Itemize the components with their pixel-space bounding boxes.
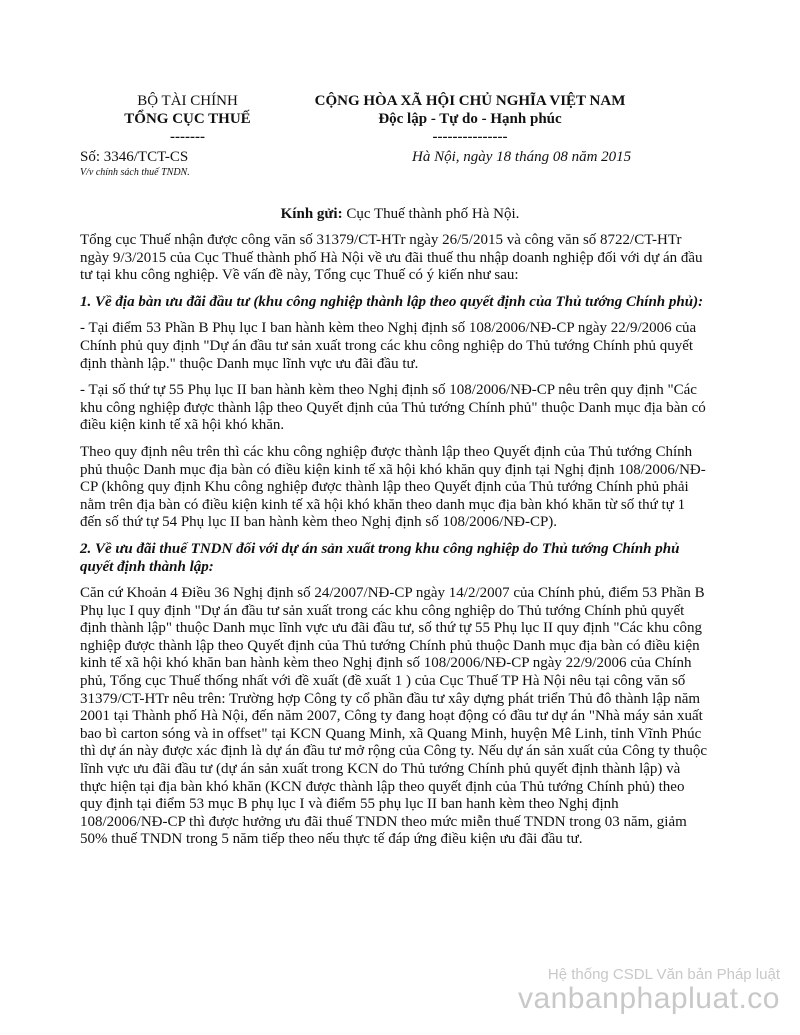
- document-number: Số: 3346/TCT-CS: [80, 149, 189, 165]
- ministry-name: BỘ TÀI CHÍNH: [137, 93, 238, 109]
- recipient-line: [0, 205, 800, 223]
- place-date: Hà Nội, ngày 18 tháng 08 năm 2015: [412, 149, 632, 165]
- country-name: CỘNG HÒA XÃ HỘI CHỦ NGHĨA VIỆT NAM: [314, 93, 626, 109]
- section-2-paragraph-1: Căn cứ Khoản 4 Điều 36 Nghị định số 24/2007/NĐ-CP ngày 14/2/2007 của Chính phủ, điểm 53 Phần B Phụ lục I quy định "Dự án đầu tư sản xuất trong các khu công nghiệp do Thủ tướng Chính phủ quyết định thành lập" thuộc Danh mục lĩnh vực ưu đãi đầu tư, số thứ tự 55 Phụ lục II quy định "Các khu công nghiệp được thành lập theo Quyết định của Thủ tướng Chính phủ thuộc Danh mục địa bàn có điều kiện kinh tế xã hội khó khăn ban hành kèm theo Nghị định số 108/2006/NĐ-CP ngày 22/9/2006 của Chính phủ, Tổng cục Thuế thống nhất với đề xuất (đề xuất 1 ) của Cục Thuế TP Hà Nội nêu tại công văn số 31379/CT-HTr nêu trên: Trường hợp Công ty cổ phần đầu tư xây dựng phát triển Thủ đô thành lập năm 2001 tại Thành phố Hà Nội, đến năm 2007, Công ty đang hoạt động có đầu tư dự án "Nhà máy sản xuất bao bì carton sóng và in offset" tại KCN Quang Minh, xã Quang Minh, huyện Mê Linh, tỉnh Vĩnh Phúc thì dự án này được xác định là dự án đầu tư mở rộng của Công ty. Nếu dự án sản xuất của Công ty thuộc lĩnh vực ưu đãi đầu tư (dự án sản xuất trong KCN do Thủ tướng Chính phủ quyết định thành lập) và thực hiện tại địa bàn khó khăn (KCN được thành lập theo quyết định của Thủ tướng Chính phủ) theo quy định tại điểm 53 mục B phụ lục I và điểm 55 phụ lục II ban hanh kèm theo Nghị định 108/2006/NĐ-CP thì được hưởng ưu đãi thuế TNDN theo mức miễn thuế TNDN trong 03 năm, giảm 50% thuế TNDN trong 5 năm tiếp theo nếu thực tế đáp ứng điều kiện ưu đãi đầu tư.: [80, 585, 708, 848]
- recipient-name: Cục Thuế thành phố Hà Nội.: [346, 206, 520, 222]
- watermark-site: vanbanphapluat.co: [517, 982, 780, 1015]
- watermark-caption: Hệ thống CSDL Văn bản Pháp luật: [547, 966, 780, 983]
- national-heading: [290, 92, 650, 146]
- department-name: TỔNG CỤC THUẾ: [124, 111, 251, 127]
- motto-divider: ---------------: [432, 129, 508, 145]
- document-body: [80, 232, 708, 858]
- issuer-block: [95, 92, 280, 146]
- intro-paragraph: Tổng cục Thuế nhận được công văn số 31379/CT-HTr ngày 26/5/2015 và công văn số 8722/CT-HTr ngày 9/3/2015 của Cục Thuế thành phố Hà Nội về ưu đãi thuế thu nhập doanh nghiệp đối với dự án đầu tư tại khu công nghiệp. Về vấn đề này, Tổng cục Thuế có ý kiến như sau:: [80, 232, 703, 284]
- section-2-title: 2. Về ưu đãi thuế TNDN đối với dự án sản xuất trong khu công nghiệp do Thủ tướng Chính phủ quyết định thành lập:: [80, 540, 680, 575]
- section-1-paragraph-2: - Tại số thứ tự 55 Phụ lục II ban hành kèm theo Nghị định số 108/2006/NĐ-CP nêu trên quy định "Các khu công nghiệp được thành lập theo Quyết định của Thủ tướng Chính phủ" thuộc Danh mục địa bàn có điều kiện kinh tế xã hội khó khăn.: [80, 382, 706, 434]
- motto: Độc lập - Tự do - Hạnh phúc: [378, 111, 562, 127]
- section-1-title: 1. Về địa bàn ưu đãi đầu tư (khu công nghiệp thành lập theo quyết định của Thủ tướng Chính phủ):: [80, 293, 704, 310]
- section-1-paragraph-3: Theo quy định nêu trên thì các khu công nghiệp được thành lập theo Quyết định của Thủ tướng Chính phủ thuộc Danh mục địa bàn có điều kiện kinh tế xã hội khó khăn quy định tại Nghị định 108/2006/NĐ-CP (không quy định Khu công nghiệp được thành lập theo Quyết định của Thủ tướng Chính phủ phải nằm trên địa bàn có điều kiện kinh tế xã hội khó khăn theo danh mục địa bàn khó khăn từ số thứ tự 1 đến số thứ tự 54 Phụ lục II ban hành kèm theo Nghị định số 108/2006/NĐ-CP).: [80, 443, 706, 531]
- section-1-paragraph-1: - Tại điểm 53 Phần B Phụ lục I ban hành kèm theo Nghị định số 108/2006/NĐ-CP ngày 22/9/2006 của Chính phủ quy định "Dự án đầu tư sản xuất trong các khu công nghiệp do Thủ tướng Chính phủ quyết định thành lập." thuộc Danh mục lĩnh vực ưu đãi đầu tư.: [80, 320, 697, 372]
- recipient-label: Kính gửi:: [280, 206, 343, 222]
- document-subject: V/v chính sách thuế TNDN.: [80, 167, 190, 178]
- issuer-divider: -------: [170, 129, 205, 145]
